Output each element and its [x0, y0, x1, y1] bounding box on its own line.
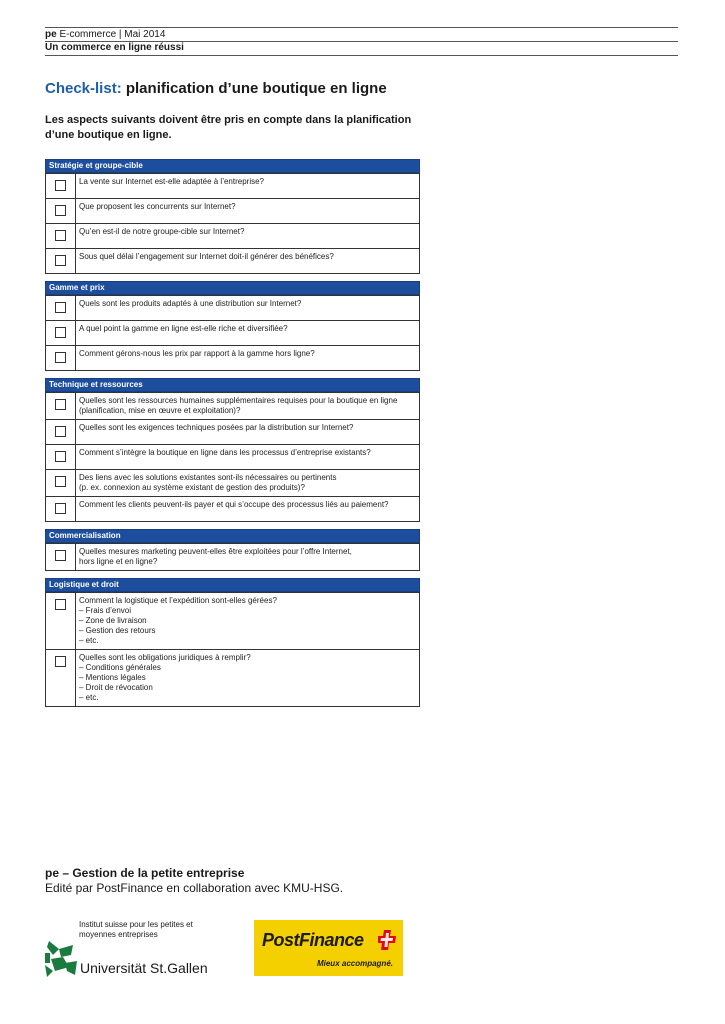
item-text-cell [76, 199, 420, 224]
section-items-table [45, 392, 420, 522]
checklist-section [45, 159, 420, 274]
item-text-cell [76, 497, 420, 522]
item-detail: – Zone de livraison [79, 616, 147, 625]
checklist-item [46, 346, 420, 371]
item-question: Quelles sont les exigences techniques posées par la distribution sur Internet? [79, 423, 354, 432]
section-heading: Technique et ressources [45, 378, 420, 392]
item-text-cell [76, 393, 420, 420]
checklist-item [46, 593, 420, 650]
checkbox[interactable] [55, 205, 66, 216]
item-detail: (planification, mise en œuvre et exploitation)? [79, 406, 241, 415]
checklist-item [46, 321, 420, 346]
checkbox[interactable] [55, 476, 66, 487]
section-items-table [45, 543, 420, 571]
item-text-cell [76, 470, 420, 497]
item-text-cell [76, 420, 420, 445]
checkbox[interactable] [55, 302, 66, 313]
item-question: Qu’en est-il de notre groupe-cible sur Internet? [79, 227, 245, 236]
item-detail: – Frais d’envoi [79, 606, 132, 615]
postfinance-logo [254, 920, 403, 976]
checkbox-cell [46, 650, 76, 707]
checkbox-cell [46, 346, 76, 371]
checklist-item [46, 296, 420, 321]
checklist-item [46, 650, 420, 707]
item-question: Comment gérons-nous les prix par rapport à la gamme hors ligne? [79, 349, 315, 358]
checkbox-cell [46, 393, 76, 420]
section-heading: Logistique et droit [45, 578, 420, 592]
header-top-rule [45, 27, 678, 28]
checklist-item [46, 393, 420, 420]
checklist-item [46, 199, 420, 224]
item-text-cell [76, 346, 420, 371]
item-question: A quel point la gamme en ligne est-elle riche et diversifiée? [79, 324, 288, 333]
checklist-item [46, 497, 420, 522]
checkbox-cell [46, 497, 76, 522]
checkbox[interactable] [55, 399, 66, 410]
item-question: Comment les clients peuvent-ils payer et qui s’occupe des processus liés au paiement? [79, 500, 389, 509]
hsg-institute-text: Institut suisse pour les petites et moyennes entreprises [79, 920, 193, 939]
section-heading: Stratégie et groupe-cible [45, 159, 420, 173]
checklist-item [46, 249, 420, 274]
postfinance-tagline: Mieux accompagné. [316, 959, 393, 968]
checkbox-cell [46, 296, 76, 321]
item-detail: – Mentions légales [79, 673, 146, 682]
checklist-item [46, 470, 420, 497]
item-detail: – Droit de révocation [79, 683, 153, 692]
checklist-section [45, 378, 420, 522]
item-detail: (p. ex. connexion au système existant de gestion des produits)? [79, 483, 305, 492]
checkbox[interactable] [55, 503, 66, 514]
footer-publisher: Edité par PostFinance en collaboration avec KMU-HSG. [45, 881, 344, 895]
hsg-logo-icon [45, 941, 77, 982]
item-question: Quelles sont les ressources humaines supplémentaires requises pour la boutique en ligne [79, 396, 398, 405]
section-items-table [45, 592, 420, 707]
intro-text: Les aspects suivants doivent être pris en compte dans la planification d’une boutique en ligne. [45, 114, 412, 141]
section-items-table [45, 173, 420, 274]
hsg-name: Universität St.Gallen [80, 960, 208, 976]
checkbox-cell [46, 420, 76, 445]
checkbox-cell [46, 249, 76, 274]
item-detail: – Conditions générales [79, 663, 161, 672]
title-rest: planification d’une boutique en ligne [121, 80, 387, 97]
item-text-cell [76, 321, 420, 346]
item-text-cell [76, 650, 420, 707]
title-accent: Check-list: [45, 80, 122, 97]
section-items-table [45, 295, 420, 371]
checklist-item [46, 544, 420, 571]
checkbox[interactable] [55, 656, 66, 667]
checkbox[interactable] [55, 230, 66, 241]
item-text-cell [76, 296, 420, 321]
item-question: Quels sont les produits adaptés à une distribution sur Internet? [79, 299, 302, 308]
item-text-cell [76, 445, 420, 470]
item-question: Comment la logistique et l’expédition sont-elles gérées? [79, 596, 277, 605]
header-meta-line [45, 29, 165, 41]
section-heading: Commercialisation [45, 529, 420, 543]
checkbox-cell [46, 174, 76, 199]
checkbox[interactable] [55, 352, 66, 363]
checkbox[interactable] [55, 255, 66, 266]
item-detail: – Gestion des retours [79, 626, 156, 635]
checklist-item [46, 420, 420, 445]
checkbox-cell [46, 445, 76, 470]
checkbox[interactable] [55, 451, 66, 462]
item-question: Des liens avec les solutions existantes sont-ils nécessaires ou pertinents [79, 473, 337, 482]
checklist-item [46, 174, 420, 199]
checkbox-cell [46, 199, 76, 224]
item-text-cell [76, 544, 420, 571]
item-question: Quelles mesures marketing peuvent-elles être exploitées pour l’offre Internet, [79, 547, 352, 556]
checkbox-cell [46, 470, 76, 497]
header-bottom-rule [45, 55, 678, 56]
item-question: Que proposent les concurrents sur Internet? [79, 202, 236, 211]
header-meta: E-commerce | Mai 2014 [59, 29, 166, 40]
checkbox[interactable] [55, 426, 66, 437]
section-heading: Gamme et prix [45, 281, 420, 295]
page-title [45, 80, 387, 97]
checkbox-cell [46, 593, 76, 650]
swiss-cross-icon [378, 930, 396, 955]
item-text-cell [76, 174, 420, 199]
item-question: Comment s’intègre la boutique en ligne dans les processus d’entreprise existants? [79, 448, 371, 457]
checkbox[interactable] [55, 599, 66, 610]
postfinance-brand: PostFinance [262, 930, 364, 950]
checkbox[interactable] [55, 327, 66, 338]
item-detail: hors ligne et en ligne? [79, 557, 158, 566]
item-question: Quelles sont les obligations juridiques à remplir? [79, 653, 251, 662]
checkbox-cell [46, 321, 76, 346]
checklist-section [45, 529, 420, 571]
item-text-cell [76, 224, 420, 249]
footer-title: pe – Gestion de la petite entreprise [45, 866, 245, 880]
checkbox-cell [46, 544, 76, 571]
item-detail: – etc. [79, 693, 99, 702]
checklist-section [45, 578, 420, 707]
item-text-cell [76, 249, 420, 274]
checklist-item [46, 445, 420, 470]
checklist [45, 159, 420, 714]
item-detail: – etc. [79, 636, 99, 645]
checkbox-cell [46, 224, 76, 249]
item-text-cell [76, 593, 420, 650]
checkbox[interactable] [55, 180, 66, 191]
checklist-section [45, 281, 420, 371]
header-subtitle: Un commerce en ligne réussi [45, 42, 184, 53]
header-brand: pe [45, 29, 57, 40]
checkbox[interactable] [55, 550, 66, 561]
footer [45, 866, 343, 896]
item-question: Sous quel délai l’engagement sur Internet doit-il générer des bénéfices? [79, 252, 334, 261]
checklist-item [46, 224, 420, 249]
item-question: La vente sur Internet est-elle adaptée à l’entreprise? [79, 177, 265, 186]
